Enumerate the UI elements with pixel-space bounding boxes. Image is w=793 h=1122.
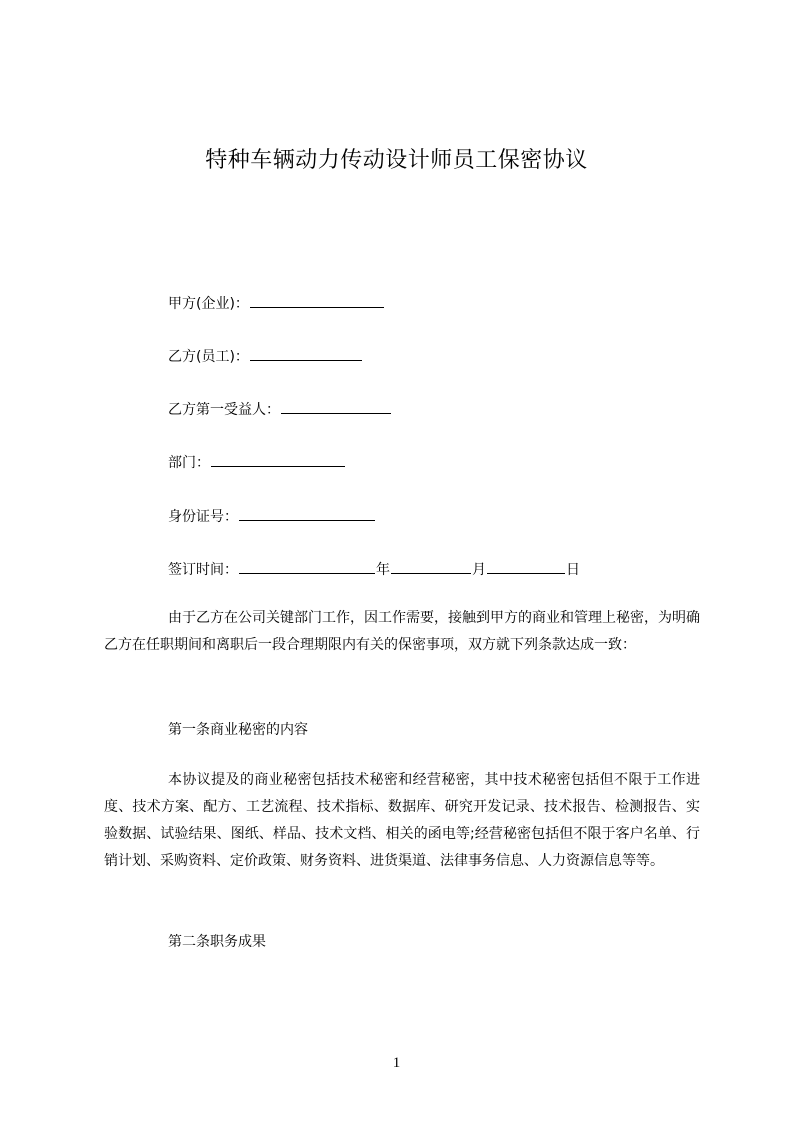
party-b-field — [168, 346, 363, 367]
id-number-field — [168, 506, 376, 527]
signing-date-label: 签订时间： — [168, 562, 238, 578]
article2-heading: 第二条职务成果 — [168, 934, 266, 950]
month-blank — [391, 559, 471, 574]
party-a-field — [168, 293, 385, 314]
department-label: 部门： — [168, 455, 210, 471]
day-suffix: 日 — [566, 562, 580, 578]
article1-heading: 第一条商业秘密的内容 — [168, 722, 308, 738]
beneficiary-field — [168, 399, 392, 420]
intro-paragraph: 由于乙方在公司关键部门工作，因工作需要，接触到甲方的商业和管理上秘密，为明确乙方在任职期间和离职后一段合理期限内有关的保密事项，双方就下列条款达成一致： — [104, 610, 700, 653]
department-field — [168, 452, 346, 473]
month-suffix: 月 — [472, 562, 486, 578]
party-b-blank — [250, 346, 362, 361]
year-suffix: 年 — [376, 562, 390, 578]
id-number-blank — [239, 506, 375, 521]
signing-date-field — [168, 559, 580, 580]
beneficiary-label: 乙方第一受益人： — [168, 402, 280, 418]
id-number-label: 身份证号： — [168, 509, 238, 525]
beneficiary-blank — [281, 399, 391, 414]
article1-paragraph: 本协议提及的商业秘密包括技术秘密和经营秘密，其中技术秘密包括但不限于工作进度、技术方案、配方、工艺流程、技术指标、数据库、研究开发记录、技术报告、检测报告、实验数据、试验结果、图纸、样品、技术文档、相关的函电等;经营秘密包括但不限于客户名单、行销计划、采购资料、定价政策、财务资料、进货渠道、法律事务信息、人力资源信息等等。 — [104, 772, 700, 869]
day-blank — [487, 559, 565, 574]
party-a-blank — [250, 293, 384, 308]
department-blank — [211, 452, 345, 467]
party-b-label: 乙方(员工)： — [168, 349, 249, 365]
page-number: 1 — [392, 1055, 401, 1071]
party-a-label: 甲方(企业)： — [168, 296, 249, 312]
year-blank — [239, 559, 375, 574]
document-title: 特种车辆动力传动设计师员工保密协议 — [205, 148, 588, 173]
